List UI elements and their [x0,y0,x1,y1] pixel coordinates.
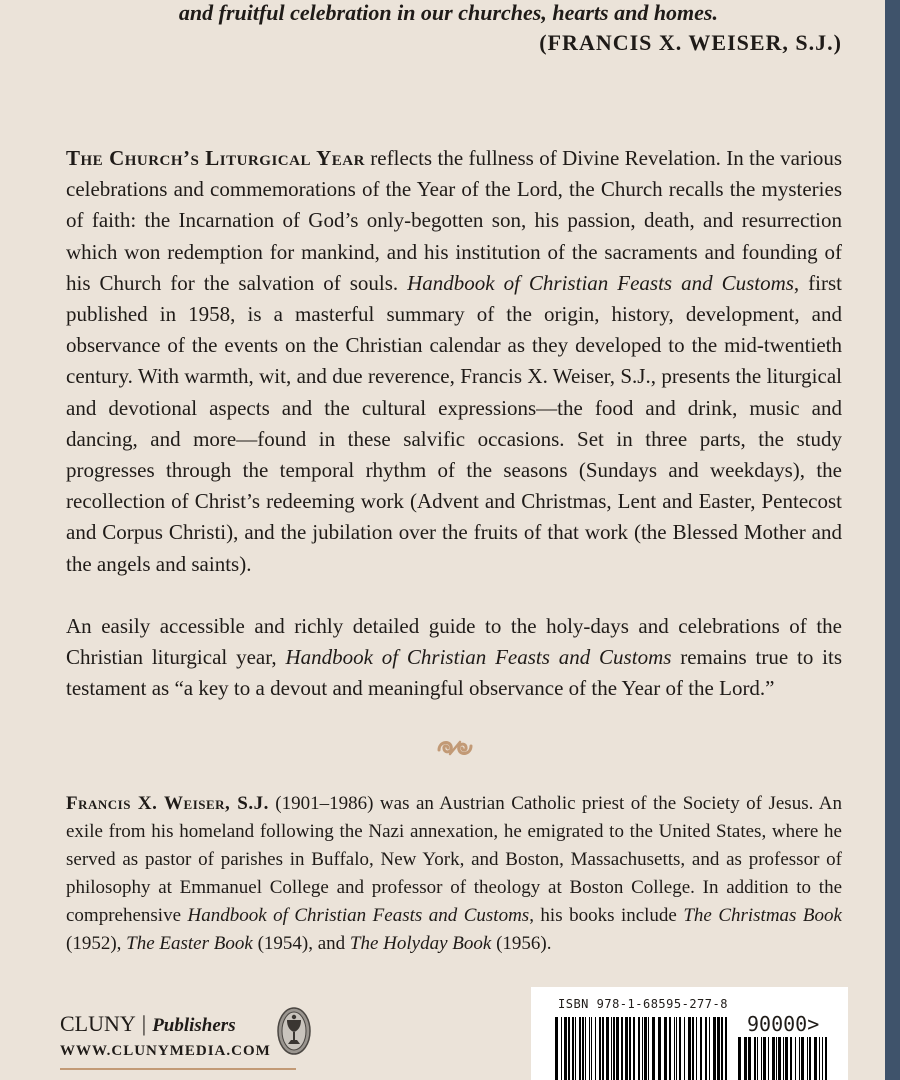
author-bio [66,790,842,958]
barcode-bar [621,1017,623,1080]
barcode-bar [744,1037,747,1080]
publisher-separator: | [141,1011,147,1036]
barcode-bar [555,1017,558,1080]
barcode-bar [582,1017,584,1080]
barcode-bar [575,1017,576,1080]
barcode-bar [568,1017,570,1080]
barcode-bar [757,1037,758,1080]
publisher-label: Publishers [152,1015,236,1036]
price-code: 90000> [747,1012,820,1036]
barcode-bar [679,1017,681,1080]
barcode-bar [717,1017,720,1080]
barcode-bar [783,1037,784,1080]
barcode-bar [625,1017,628,1080]
barcode-bar [768,1037,769,1080]
barcode-bar [825,1037,827,1080]
barcode-bar [754,1037,756,1080]
barcode-bar [664,1017,667,1080]
barcode-bar [606,1017,609,1080]
barcode-bar [629,1017,631,1080]
text-run: (1901–1986) was an Austrian Catholic priest of the Society of Jesus. An exile from his homeland following the Nazi annexation, he emigrated to the United States, where he served as pastor of parishes in Buffalo, New York, and Boston, Massachusetts, and as professor of philosophy at Emmanuel College and professor of theology at Boston College. In addition to the comprehensive [66,793,842,926]
barcode-bar [585,1017,586,1080]
barcode-bar [692,1017,694,1080]
text-run: (1954), and [252,933,350,954]
barcode-bar [713,1017,716,1080]
barcode-bar [595,1017,596,1080]
book-title-italic: The Christmas Book [683,905,842,926]
ean-barcode [555,1017,730,1080]
text-run: , his books include [529,905,684,926]
publisher-underline [60,1068,296,1070]
barcode-bar [599,1017,601,1080]
book-spine-edge [885,0,900,1080]
barcode-bar [776,1037,777,1080]
barcode-bar [591,1017,592,1080]
barcode-bar [658,1017,661,1080]
book-title-italic: Handbook of Christian Feasts and Customs [407,270,794,295]
fleuron-ornament-icon [435,734,475,762]
book-title-italic: The Easter Book [126,933,253,954]
barcode-bar [790,1037,792,1080]
barcode-bar [721,1017,723,1080]
barcode-bar [738,1037,741,1080]
barcode-panel [531,987,848,1080]
barcode-bar [799,1037,800,1080]
barcode-bar [807,1037,808,1080]
text-run: An easily accessible and richly detailed guide to the holy-days and celebrations of the Christian liturgical year, [66,614,842,670]
barcode-bar [602,1017,604,1080]
barcode-bar [801,1037,804,1080]
text-run: reflects the fullness of Divine Revelation. In the various celebrations and commemorations of the Year of the Lord, the Church recalls the mysteries of faith: the Incarnation of God’s only-begotten son, his passion, death, and resurrection which won redemption for mankind, and his institution of the sacraments and founding of his Church for the salvation of souls. [66,146,842,295]
barcode-bar [669,1017,671,1080]
publisher-block [60,1011,300,1060]
barcode-bar [772,1037,775,1080]
barcode-bar [814,1037,817,1080]
barcode-bar [809,1037,811,1080]
barcode-bar [778,1037,781,1080]
barcode-bar [652,1017,655,1080]
text-run: remains true to its testament as “a key to a devout and meaningful observance of the Year of the Lord.” [66,645,842,701]
book-title-italic: The Holyday Book [349,933,492,954]
barcode-bar [616,1017,619,1080]
barcode-bar [748,1037,751,1080]
book-title-italic: Handbook of Christian Feasts and Customs [187,905,530,926]
barcode-bar [642,1017,643,1080]
barcode-bar [611,1017,612,1080]
isbn-text: ISBN 978-1-68595-277-8 [558,997,728,1011]
author-name: Francis X. Weiser, S.J. [66,793,269,814]
barcode-bar [564,1017,567,1080]
barcode-bar [674,1017,675,1080]
text-run: , first published in 1958, is a masterful summary of the origin, history, development, and observance of the events on the Christian calendar as they developed to the mid-twentieth century. With warmth, wit, and due reverence, Francis X. Weiser, S.J., presents the liturgical and devotional aspects and the cultural expressions—the food and drink, music and dancing, and more—found in these salvific occasions. Set in three parts, the study progresses through the temporal rhythm of the seasons (Sundays and weekdays), the recollection of Christ’s redeeming work (Advent and Christmas, Lent and Easter, Pentecost and Corpus Christi), and the jubilation over the fruits of that work (the Blessed Mother and the angels and saints). [66,270,842,576]
barcode-bar [684,1017,685,1080]
publisher-name: CLUNY [60,1011,136,1036]
barcode-bar [613,1017,615,1080]
barcode-bar [644,1017,647,1080]
barcode-bar [705,1017,707,1080]
barcode-bar [572,1017,574,1080]
barcode-bar [822,1037,823,1080]
barcode-bar [761,1037,762,1080]
quote-attribution: (FRANCIS X. WEISER, S.J.) [539,30,842,55]
barcode-bar [589,1017,590,1080]
barcode-bar [648,1017,649,1080]
barcode-bar [700,1017,702,1080]
barcode-bar [633,1017,635,1080]
text-run: (1952), [66,933,127,954]
quote-line: and fruitful celebration in our churches, hearts and homes. [178,0,718,25]
book-title-italic: Handbook of Christian Feasts and Customs [285,645,672,670]
text-run: (1956). [491,933,552,954]
barcode-bar [709,1017,710,1080]
barcode-bar [725,1017,727,1080]
barcode-bar [638,1017,640,1080]
barcode-bar [688,1017,691,1080]
barcode-bar [819,1037,820,1080]
publisher-url: WWW.CLUNYMEDIA.COM [60,1043,271,1059]
description-paragraph-2 [66,611,842,705]
barcode-bar [676,1017,677,1080]
publisher-name-line [60,1011,300,1037]
chalice-seal-icon [276,1006,312,1056]
book-title-smallcaps: The Church’s Liturgical Year [66,146,365,170]
barcode-bar [696,1017,697,1080]
barcode-bar [561,1017,562,1080]
barcode-bar [785,1037,788,1080]
barcode-bar [579,1017,581,1080]
price-addon-barcode [738,1037,830,1080]
barcode-bar [763,1037,766,1080]
description-paragraph-1 [66,143,842,580]
barcode-bar [795,1037,796,1080]
